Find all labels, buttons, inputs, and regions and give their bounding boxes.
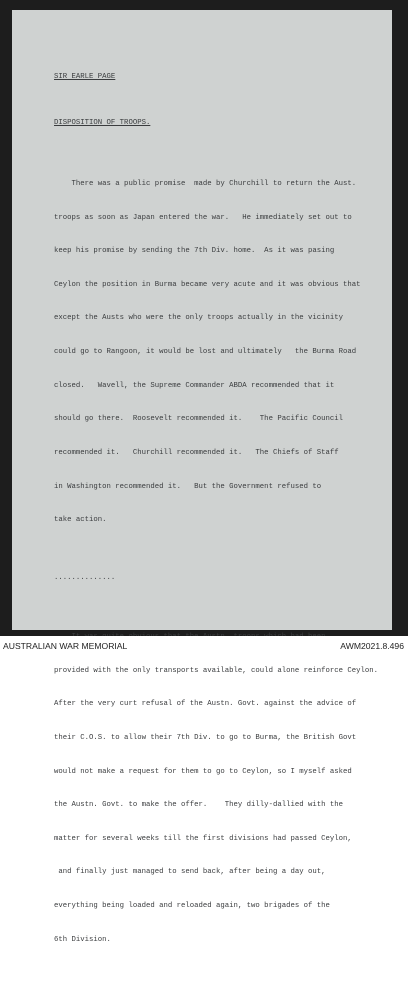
text-line: take action.: [54, 516, 107, 525]
document-title: SIR EARLE PAGE: [54, 73, 116, 82]
text-line: could go to Rangoon, it would be lost and ultimately the Burma Road: [54, 348, 357, 357]
text-line: should go there. Roosevelt recommended it. The Pacific Council: [54, 415, 344, 424]
text-line: and finally just managed to send back, after being a day out,: [54, 868, 326, 877]
text-line: provided with the only transports available, could alone reinforce Ceylon.: [54, 666, 379, 675]
text-line: recommended it. Churchill recommended it. The Chiefs of Staff: [54, 448, 339, 457]
text-line: After the very curt refusal of the Austn. Govt. against the advice of: [54, 700, 357, 709]
text-line: troops as soon as Japan entered the war. He immediately set out to: [54, 213, 352, 222]
text-line: keep his promise by sending the 7th Div. home. As it was pasing: [54, 247, 335, 256]
text-line: in Washington recommended it. But the Government refused to: [54, 482, 322, 491]
text-line: their C.O.S. to allow their 7th Div. to go to Burma, the British Govt: [54, 733, 357, 742]
text-line: everything being loaded and reloaded again, two brigades of the: [54, 902, 330, 911]
text-line: the Austn. Govt. to make the offer. They dilly-dallied with the: [54, 801, 344, 810]
paragraph-1: [54, 157, 378, 549]
footer-bar: [0, 636, 408, 653]
separator-dots: ..............: [54, 574, 116, 583]
text-line: Ceylon the position in Burma became very acute and it was obvious that: [54, 280, 361, 289]
section-heading: DISPOSITION OF TROOPS.: [54, 119, 151, 128]
paragraph-2: [54, 610, 378, 969]
text-line: 6th Division.: [54, 935, 111, 944]
text-line: matter for several weeks till the first divisions had passed Ceylon,: [54, 834, 352, 843]
text-line: except the Austs who were the only troops actually in the vicinity: [54, 314, 344, 323]
reference-number: AWM2021.8.496: [340, 641, 404, 651]
text-line: would not make a request for them to go to Ceylon, so I myself asked: [54, 767, 352, 776]
text-line: closed. Wavell, the Supreme Commander ABDA recommended that it: [54, 381, 335, 390]
institution-label: AUSTRALIAN WAR MEMORIAL: [3, 641, 128, 651]
text-line: There was a public promise made by Churchill to return the Aust.: [54, 180, 357, 189]
